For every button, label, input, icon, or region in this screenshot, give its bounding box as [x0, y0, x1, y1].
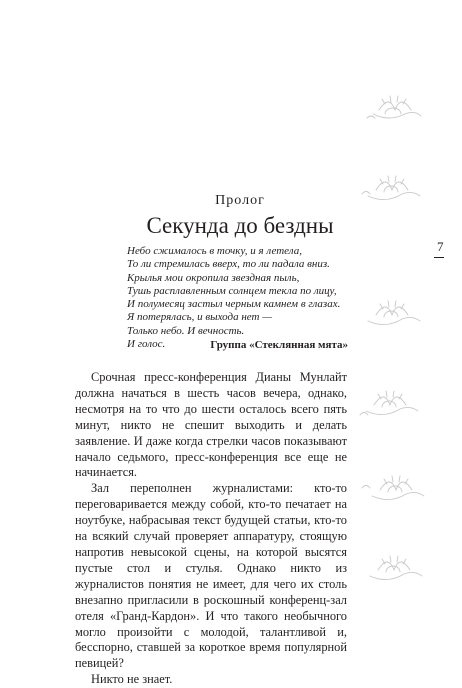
- paragraph: Никто не знает.: [91, 672, 173, 687]
- epigraph-line: Тушь расплавленным солнцем текла по лицу,: [127, 284, 337, 297]
- paragraph: Срочная пресс-конференция Дианы Мунлайт должна начаться в шесть часов вечера, однако, несмотря на то что до шести осталось всего пять минут, никто не спешит выходить и делать заявление. И даже когда стрелки часов показывают начало седьмого, пресс-конференция все еще не начинается.: [75, 370, 347, 480]
- page-number-rule: [434, 257, 444, 258]
- epigraph-source: Группа «Стеклянная мята»: [210, 339, 348, 351]
- epigraph: [127, 245, 367, 351]
- epigraph-line: Небо сжималось в точку, и я летела,: [127, 245, 302, 257]
- epigraph-line: И голос.: [127, 338, 166, 351]
- epigraph-line: Я потерялась, и выхода нет —: [127, 311, 273, 324]
- epigraph-line: То ли стремилась вверх, то ли падала вниз.: [127, 258, 330, 271]
- epigraph-line: И полумесяц застыл черным камнем в глазах.: [127, 298, 341, 311]
- prologue-label: Пролог: [215, 193, 265, 208]
- body-text: [75, 370, 347, 688]
- chapter-title: Секунда до бездны: [146, 213, 334, 238]
- epigraph-line: Только небо. И вечность.: [127, 324, 245, 337]
- epigraph-line: Крылья мои окропила звездная пыль,: [127, 271, 300, 284]
- paragraph: Зал переполнен журналистами: кто-то переговаривается между собой, кто-то печатает на ноутбуке, набрасывая текст будущей статьи, кто-то на всякий случай проверяет аппаратуру, стоящую напротив невысокой сцены, на которой высятся пустые стол и стулья. Однако никто из журналистов понятия не имеет, для чего их столь внезапно пригласили в роскошный конференц-зал отеля «Гранд-Кардон». И что такого необычного могло произойти с молодой, талантливой и, бесспорно, ставшей за короткое время популярной певицей?: [75, 481, 347, 671]
- page-number: 7: [437, 239, 444, 254]
